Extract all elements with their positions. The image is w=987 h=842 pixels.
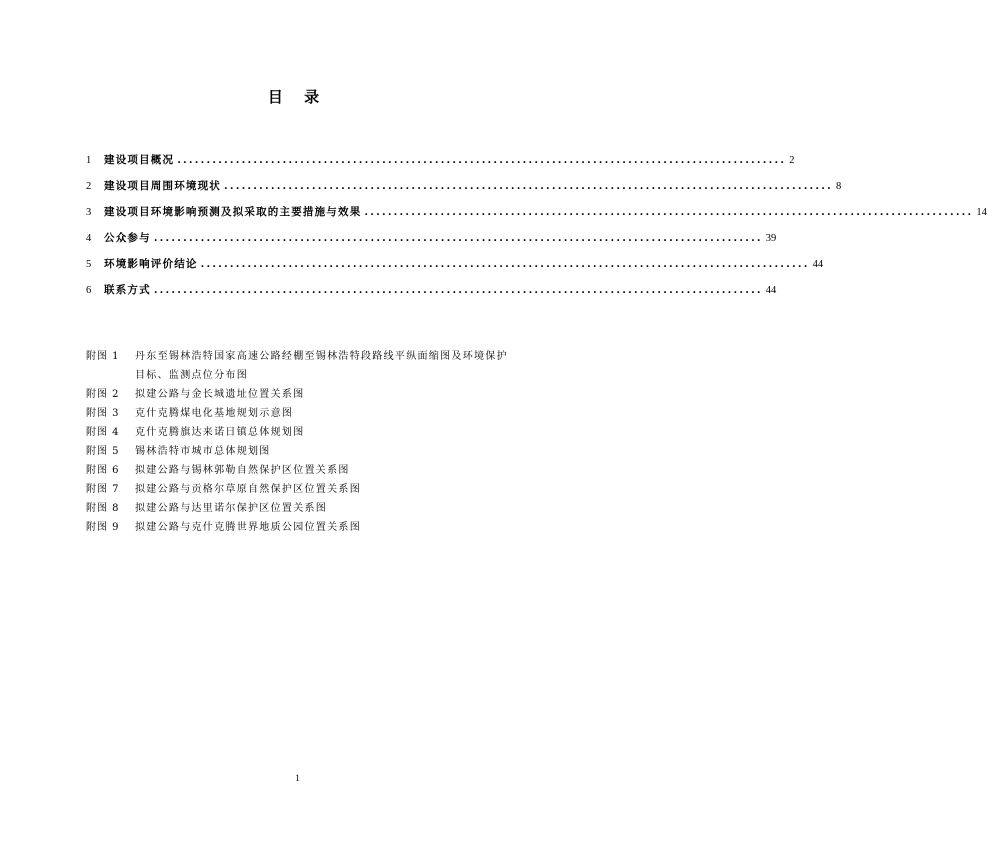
toc-number: 1 bbox=[86, 155, 92, 166]
appendix-title: 拟建公路与贡格尔草原自然保护区位置关系图 bbox=[135, 484, 361, 495]
toc-entry[interactable] bbox=[86, 204, 987, 230]
toc-label: 建设项目环境影响预测及拟采取的主要措施与效果 bbox=[104, 206, 362, 218]
toc-leader-dots: ........................................................................................................ bbox=[177, 154, 787, 166]
page-number: 1 bbox=[295, 773, 300, 783]
appendix-prefix: 附图 1 bbox=[86, 351, 120, 362]
appendix-item[interactable] bbox=[86, 385, 516, 404]
appendix-item[interactable] bbox=[86, 404, 516, 423]
appendix-prefix: 附图 9 bbox=[86, 522, 120, 533]
toc-page-number: 14 bbox=[976, 207, 987, 218]
page-title: 目 录 bbox=[267, 88, 328, 106]
toc-page-number: 44 bbox=[765, 285, 777, 296]
toc-entry[interactable] bbox=[86, 230, 777, 256]
toc-entry[interactable] bbox=[86, 256, 824, 282]
toc-page-number: 44 bbox=[812, 259, 824, 270]
toc-entry[interactable] bbox=[86, 152, 795, 178]
appendix-prefix: 附图 8 bbox=[86, 503, 120, 514]
toc-number: 3 bbox=[86, 207, 92, 218]
appendix-title: 拟建公路与锡林郭勒自然保护区位置关系图 bbox=[135, 465, 350, 476]
appendix-figure-list bbox=[86, 347, 516, 537]
appendix-title: 拟建公路与克什克腾世界地质公园位置关系图 bbox=[135, 522, 361, 533]
appendix-item[interactable] bbox=[86, 442, 516, 461]
toc-number: 5 bbox=[86, 259, 92, 270]
appendix-item[interactable] bbox=[86, 461, 516, 480]
toc-page-number: 39 bbox=[765, 233, 777, 244]
toc-leader-dots: ........................................................................................................ bbox=[153, 232, 763, 244]
toc-leader-dots: ........................................................................................................ bbox=[153, 284, 763, 296]
appendix-prefix: 附图 6 bbox=[86, 465, 120, 476]
appendix-title: 拟建公路与达里诺尔保护区位置关系图 bbox=[135, 503, 328, 514]
toc-label: 联系方式 bbox=[104, 284, 151, 296]
toc-leader-dots: ........................................................................................................ bbox=[224, 180, 833, 192]
toc-label: 公众参与 bbox=[104, 232, 151, 244]
toc-number: 6 bbox=[86, 285, 92, 296]
toc-number: 4 bbox=[86, 233, 92, 244]
toc-entry[interactable] bbox=[86, 282, 777, 308]
appendix-prefix: 附图 4 bbox=[86, 427, 120, 438]
toc-entry[interactable] bbox=[86, 178, 842, 204]
appendix-title: 克什克腾旗达来诺日镇总体规划图 bbox=[135, 427, 305, 438]
appendix-title: 锡林浩特市城市总体规划图 bbox=[135, 446, 271, 457]
toc-label: 建设项目周围环境现状 bbox=[104, 180, 221, 192]
toc-leader-dots: ........................................................................................................ bbox=[364, 206, 974, 218]
toc-label: 建设项目概况 bbox=[104, 154, 175, 166]
appendix-title: 丹东至锡林浩特国家高速公路经棚至锡林浩特段路线平纵面缩图及环境保护目标、监测点位分布图 bbox=[135, 351, 508, 381]
appendix-item[interactable] bbox=[86, 480, 516, 499]
appendix-prefix: 附图 3 bbox=[86, 408, 120, 419]
toc-number: 2 bbox=[86, 181, 92, 192]
appendix-title: 拟建公路与金长城遗址位置关系图 bbox=[135, 389, 305, 400]
table-of-contents bbox=[86, 152, 987, 308]
appendix-prefix: 附图 7 bbox=[86, 484, 120, 495]
appendix-item[interactable] bbox=[86, 347, 516, 385]
toc-leader-dots: ........................................................................................................ bbox=[200, 258, 810, 270]
appendix-prefix: 附图 2 bbox=[86, 389, 120, 400]
toc-page-number: 8 bbox=[835, 181, 842, 192]
appendix-item[interactable] bbox=[86, 518, 516, 537]
toc-label: 环境影响评价结论 bbox=[104, 258, 198, 270]
appendix-item[interactable] bbox=[86, 423, 516, 442]
appendix-prefix: 附图 5 bbox=[86, 446, 120, 457]
toc-page-number: 2 bbox=[789, 155, 795, 166]
appendix-title: 克什克腾煤电化基地规划示意图 bbox=[135, 408, 294, 419]
appendix-item[interactable] bbox=[86, 499, 516, 518]
